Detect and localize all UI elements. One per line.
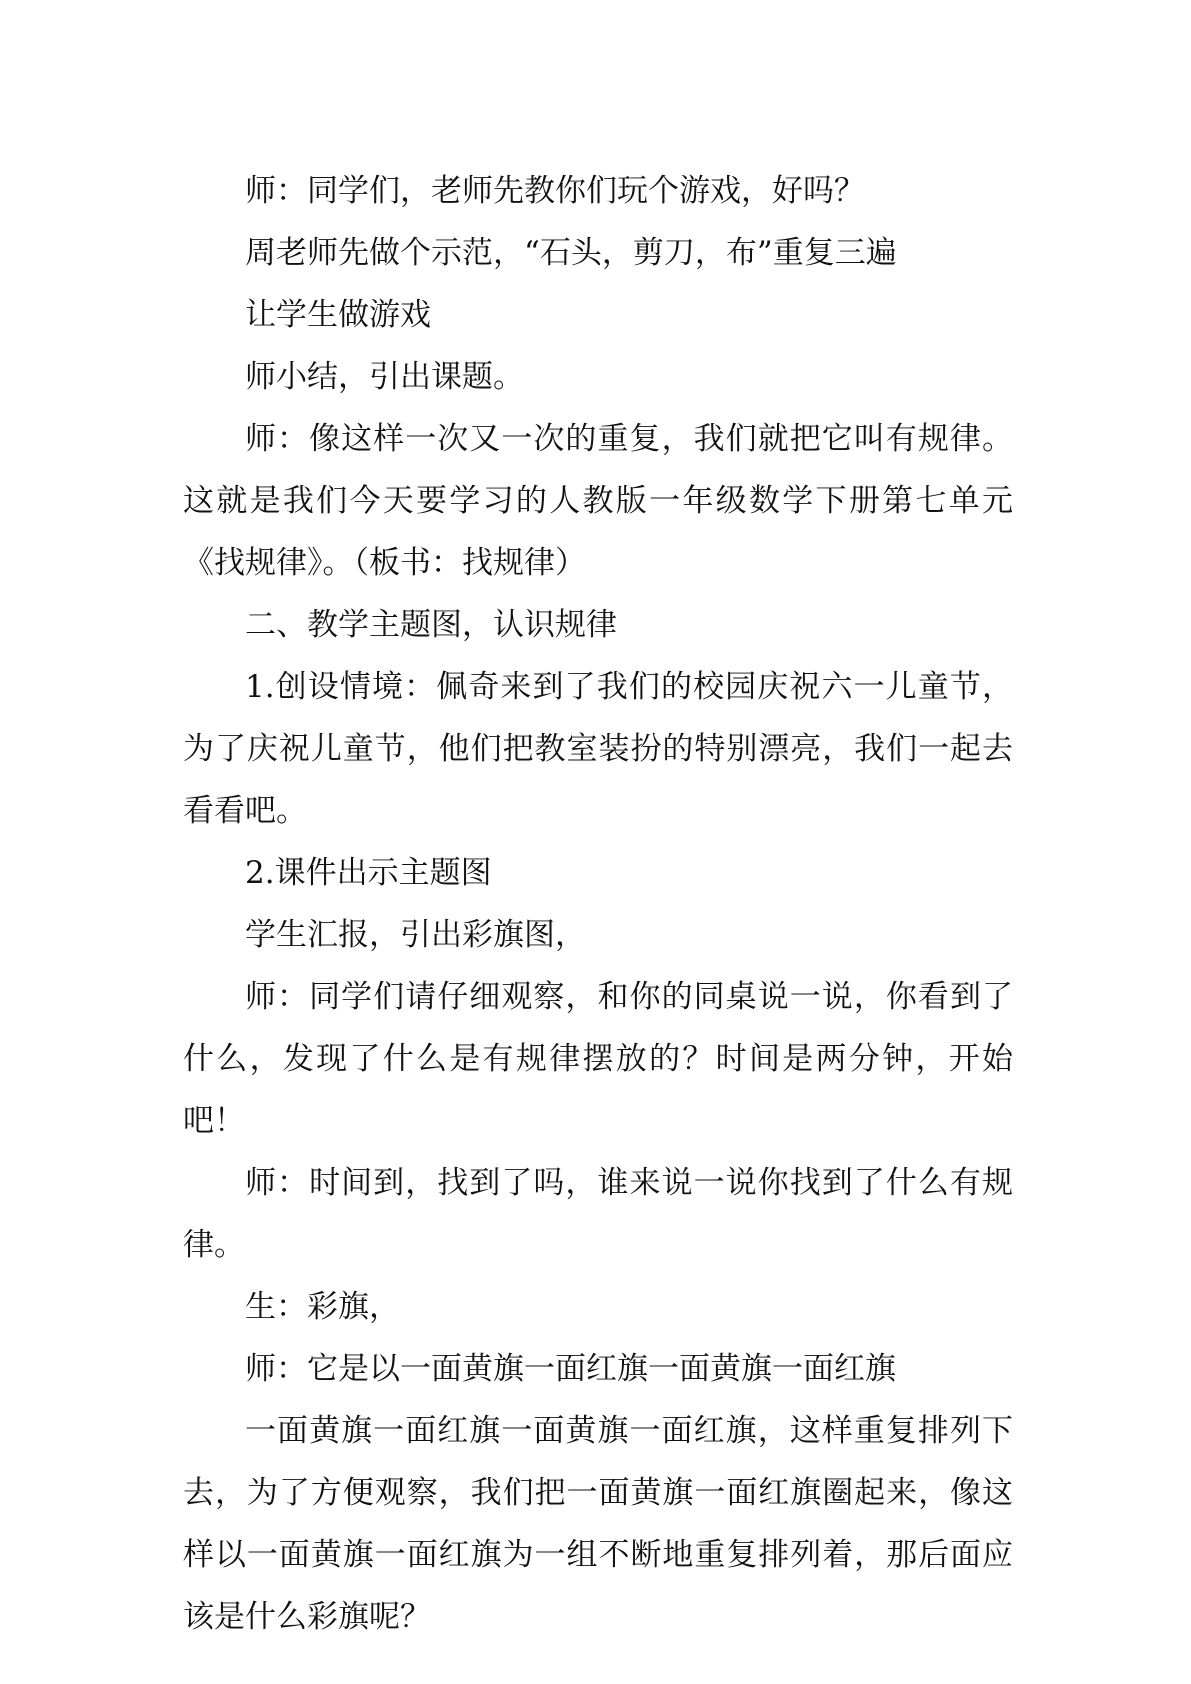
- paragraph-10: 师：同学们请仔细观察，和你的同桌说一说，你看到了什么，发现了什么是有规律摆放的？时间是两分钟，开始吧！: [183, 979, 1013, 1139]
- paragraph-3: 让学生做游戏: [245, 297, 431, 333]
- paragraph-8: 2.课件出示主题图: [245, 855, 492, 891]
- paragraph-4: 师小结，引出课题。: [245, 359, 524, 395]
- paragraph-5: 师：像这样一次又一次的重复，我们就把它叫有规律。这就是我们今天要学习的人教版一年级数学下册第七单元《找规律》。（板书：找规律）: [183, 421, 1013, 581]
- paragraph-12: 生：彩旗，: [245, 1289, 400, 1325]
- paragraph-2: 周老师先做个示范，“石头，剪刀，布”重复三遍: [245, 235, 897, 271]
- paragraph-9: 学生汇报，引出彩旗图，: [245, 917, 586, 953]
- paragraph-13: 师：它是以一面黄旗一面红旗一面黄旗一面红旗: [245, 1351, 896, 1387]
- paragraph-11: 师：时间到，找到了吗，谁来说一说你找到了什么有规律。: [183, 1165, 1013, 1263]
- document-body: [183, 160, 1013, 1648]
- paragraph-1: 师：同学们，老师先教你们玩个游戏，好吗？: [245, 173, 865, 209]
- section-heading-2: 二、教学主题图，认识规律: [245, 607, 617, 643]
- paragraph-7: 1.创设情境：佩奇来到了我们的校园庆祝六一儿童节，为了庆祝儿童节，他们把教室装扮的特别漂亮，我们一起去看看吧。: [183, 669, 1013, 829]
- paragraph-14: 一面黄旗一面红旗一面黄旗一面红旗，这样重复排列下去，为了方便观察，我们把一面黄旗一面红旗圈起来，像这样以一面黄旗一面红旗为一组不断地重复排列着，那后面应该是什么彩旗呢？: [183, 1413, 1013, 1635]
